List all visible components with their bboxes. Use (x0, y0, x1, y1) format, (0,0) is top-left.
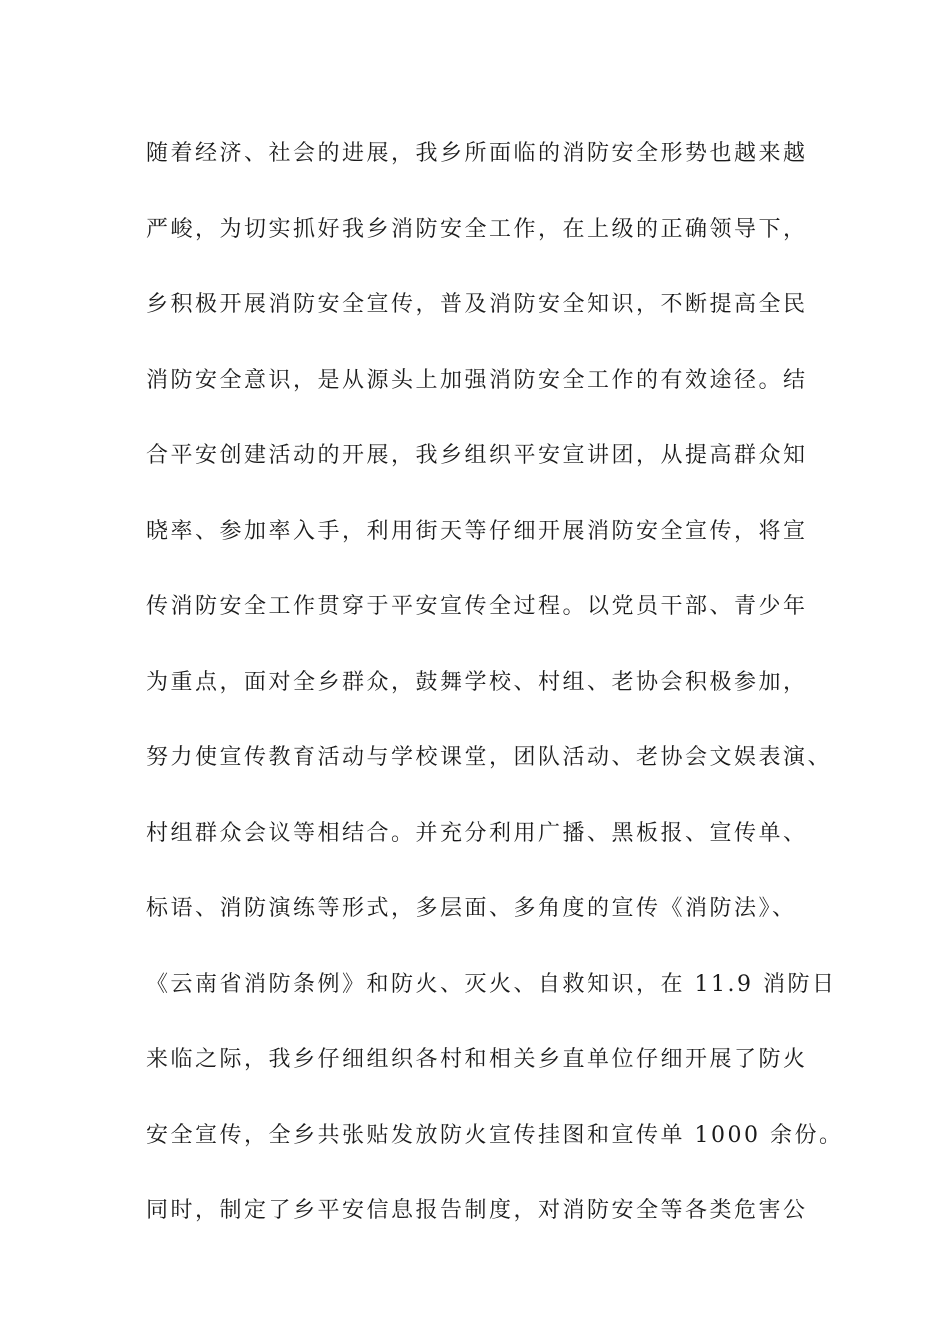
text-line: 安全宣传，全乡共张贴发放防火宣传挂图和宣传单 1000 余份。 (146, 1122, 844, 1148)
text-line: 传消防安全工作贯穿于平安宣传全过程。以党员干部、青少年 (146, 594, 808, 619)
text-line: 消防安全意识，是从源头上加强消防安全工作的有效途径。结 (146, 367, 808, 393)
text-line: 严峻，为切实抓好我乡消防安全工作，在上级的正确领导下， (146, 216, 808, 242)
text-line: 来临之际，我乡仔细组织各村和相关乡直单位仔细开展了防火 (146, 1047, 808, 1072)
text-line: 为重点，面对全乡群众，鼓舞学校、村组、老协会积极参加， (146, 669, 808, 695)
body-paragraph (146, 132, 846, 1265)
text-line: 村组群众会议等相结合。并充分利用广播、黑板报、宣传单、 (146, 820, 808, 846)
text-line: 晓率、参加率入手，利用街天等仔细开展消防安全宣传，将宣 (146, 518, 808, 544)
text-line: 合平安创建活动的开展，我乡组织平安宣讲团，从提高群众知 (146, 443, 808, 468)
text-line: 乡积极开展消防安全宣传，普及消防安全知识，不断提高全民 (146, 292, 808, 317)
text-line: 标语、消防演练等形式，多层面、多角度的宣传《消防法》、 (146, 896, 797, 921)
text-line: 同时，制定了乡平安信息报告制度，对消防安全等各类危害公 (146, 1198, 808, 1223)
text-line: 《云南省消防条例》和防火、灭火、自救知识，在 11.9 消防日 (146, 971, 837, 997)
text-line: 努力使宣传教育活动与学校课堂，团队活动、老协会文娱表演、 (146, 745, 833, 770)
text-line: 随着经济、社会的进展，我乡所面临的消防安全形势也越来越 (146, 141, 808, 166)
